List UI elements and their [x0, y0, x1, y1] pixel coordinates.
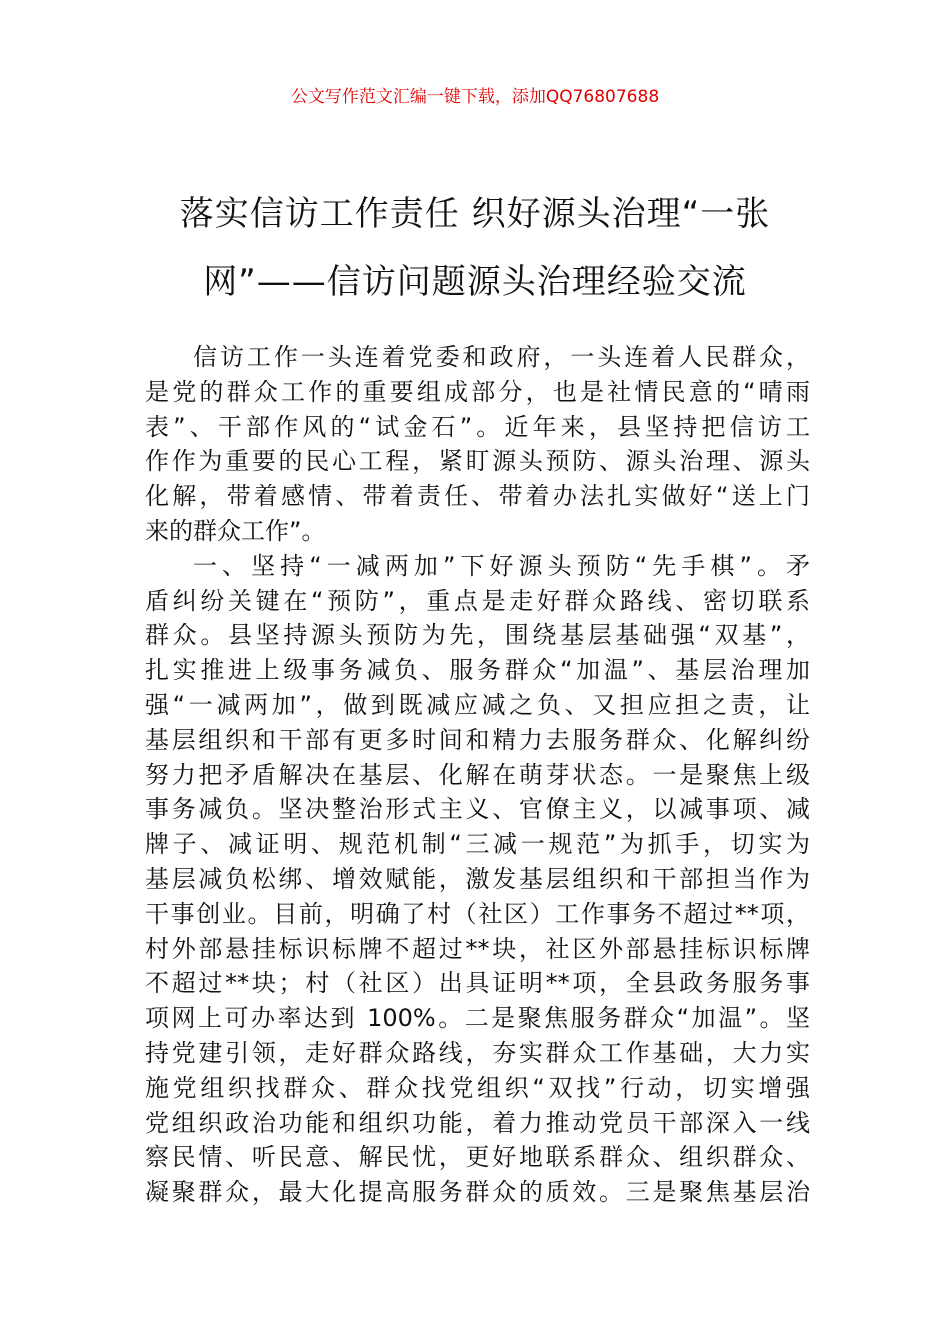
ad-banner-text: 公文写作范文汇编一键下载，添加QQ76807688 — [290, 87, 660, 107]
body-line: 事务减负。坚决整治形式主义、官僚主义，以减事项、减 — [145, 795, 810, 824]
document-body — [145, 340, 810, 1210]
body-line: 是党的群众工作的重要组成部分，也是社情民意的“晴雨 — [145, 377, 810, 406]
body-line: 干事创业。目前，明确了村（社区）工作事务不超过**项， — [145, 899, 810, 928]
body-line: 努力把矛盾解决在基层、化解在萌芽状态。一是聚焦上级 — [145, 760, 810, 789]
body-line: 凝聚群众，最大化提高服务群众的质效。三是聚焦基层治 — [145, 1178, 810, 1207]
body-line: 牌子、减证明、规范机制“三减一规范”为抓手，切实为 — [145, 830, 810, 859]
body-line: 群众。县坚持源头预防为先，围绕基层基础强“双基”， — [145, 621, 810, 650]
body-line: 察民情、听民意、解民忧，更好地联系群众、组织群众、 — [145, 1143, 810, 1172]
body-line: 基层组织和干部有更多时间和精力去服务群众、化解纠纷 — [145, 725, 810, 754]
body-line: 化解，带着感情、带着责任、带着办法扎实做好“送上门 — [145, 482, 810, 511]
body-line: 来的群众工作”。 — [145, 516, 326, 545]
body-line: 施党组织找群众、群众找党组织“双找”行动，切实增强 — [145, 1073, 810, 1102]
body-line: 党组织政治功能和组织功能，着力推动党员干部深入一线 — [145, 1108, 810, 1137]
body-line: 村外部悬挂标识标牌不超过**块，社区外部悬挂标识标牌 — [145, 934, 810, 963]
body-line: 持党建引领，走好群众路线，夯实群众工作基础，大力实 — [145, 1038, 810, 1067]
title-line: 落实信访工作责任 织好源头治理“一张 — [179, 194, 771, 234]
body-line: 基层减负松绑、增效赋能，激发基层组织和干部担当作为 — [145, 864, 810, 893]
body-line: 不超过**块；村（社区）出具证明**项，全县政务服务事 — [145, 969, 810, 998]
document-title — [150, 180, 800, 316]
body-line: 强“一减两加”，做到既减应减之负、又担应担之责，让 — [145, 690, 810, 719]
body-line: 一、坚持“一减两加”下好源头预防“先手棋”。矛 — [193, 551, 810, 580]
body-line: 盾纠纷关键在“预防”，重点是走好群众路线、密切联系 — [145, 586, 810, 615]
body-line: 扎实推进上级事务减负、服务群众“加温”、基层治理加 — [145, 656, 810, 685]
title-line: 网”——信访问题源头治理经验交流 — [203, 262, 747, 302]
body-line: 项网上可办率达到 100%。二是聚焦服务群众“加温”。坚 — [145, 1004, 810, 1033]
body-line: 作作为重要的民心工程，紧盯源头预防、源头治理、源头 — [145, 447, 810, 476]
body-line: 表”、干部作风的“试金石”。近年来，县坚持把信访工 — [145, 412, 810, 441]
body-line: 信访工作一头连着党委和政府，一头连着人民群众， — [193, 343, 810, 371]
